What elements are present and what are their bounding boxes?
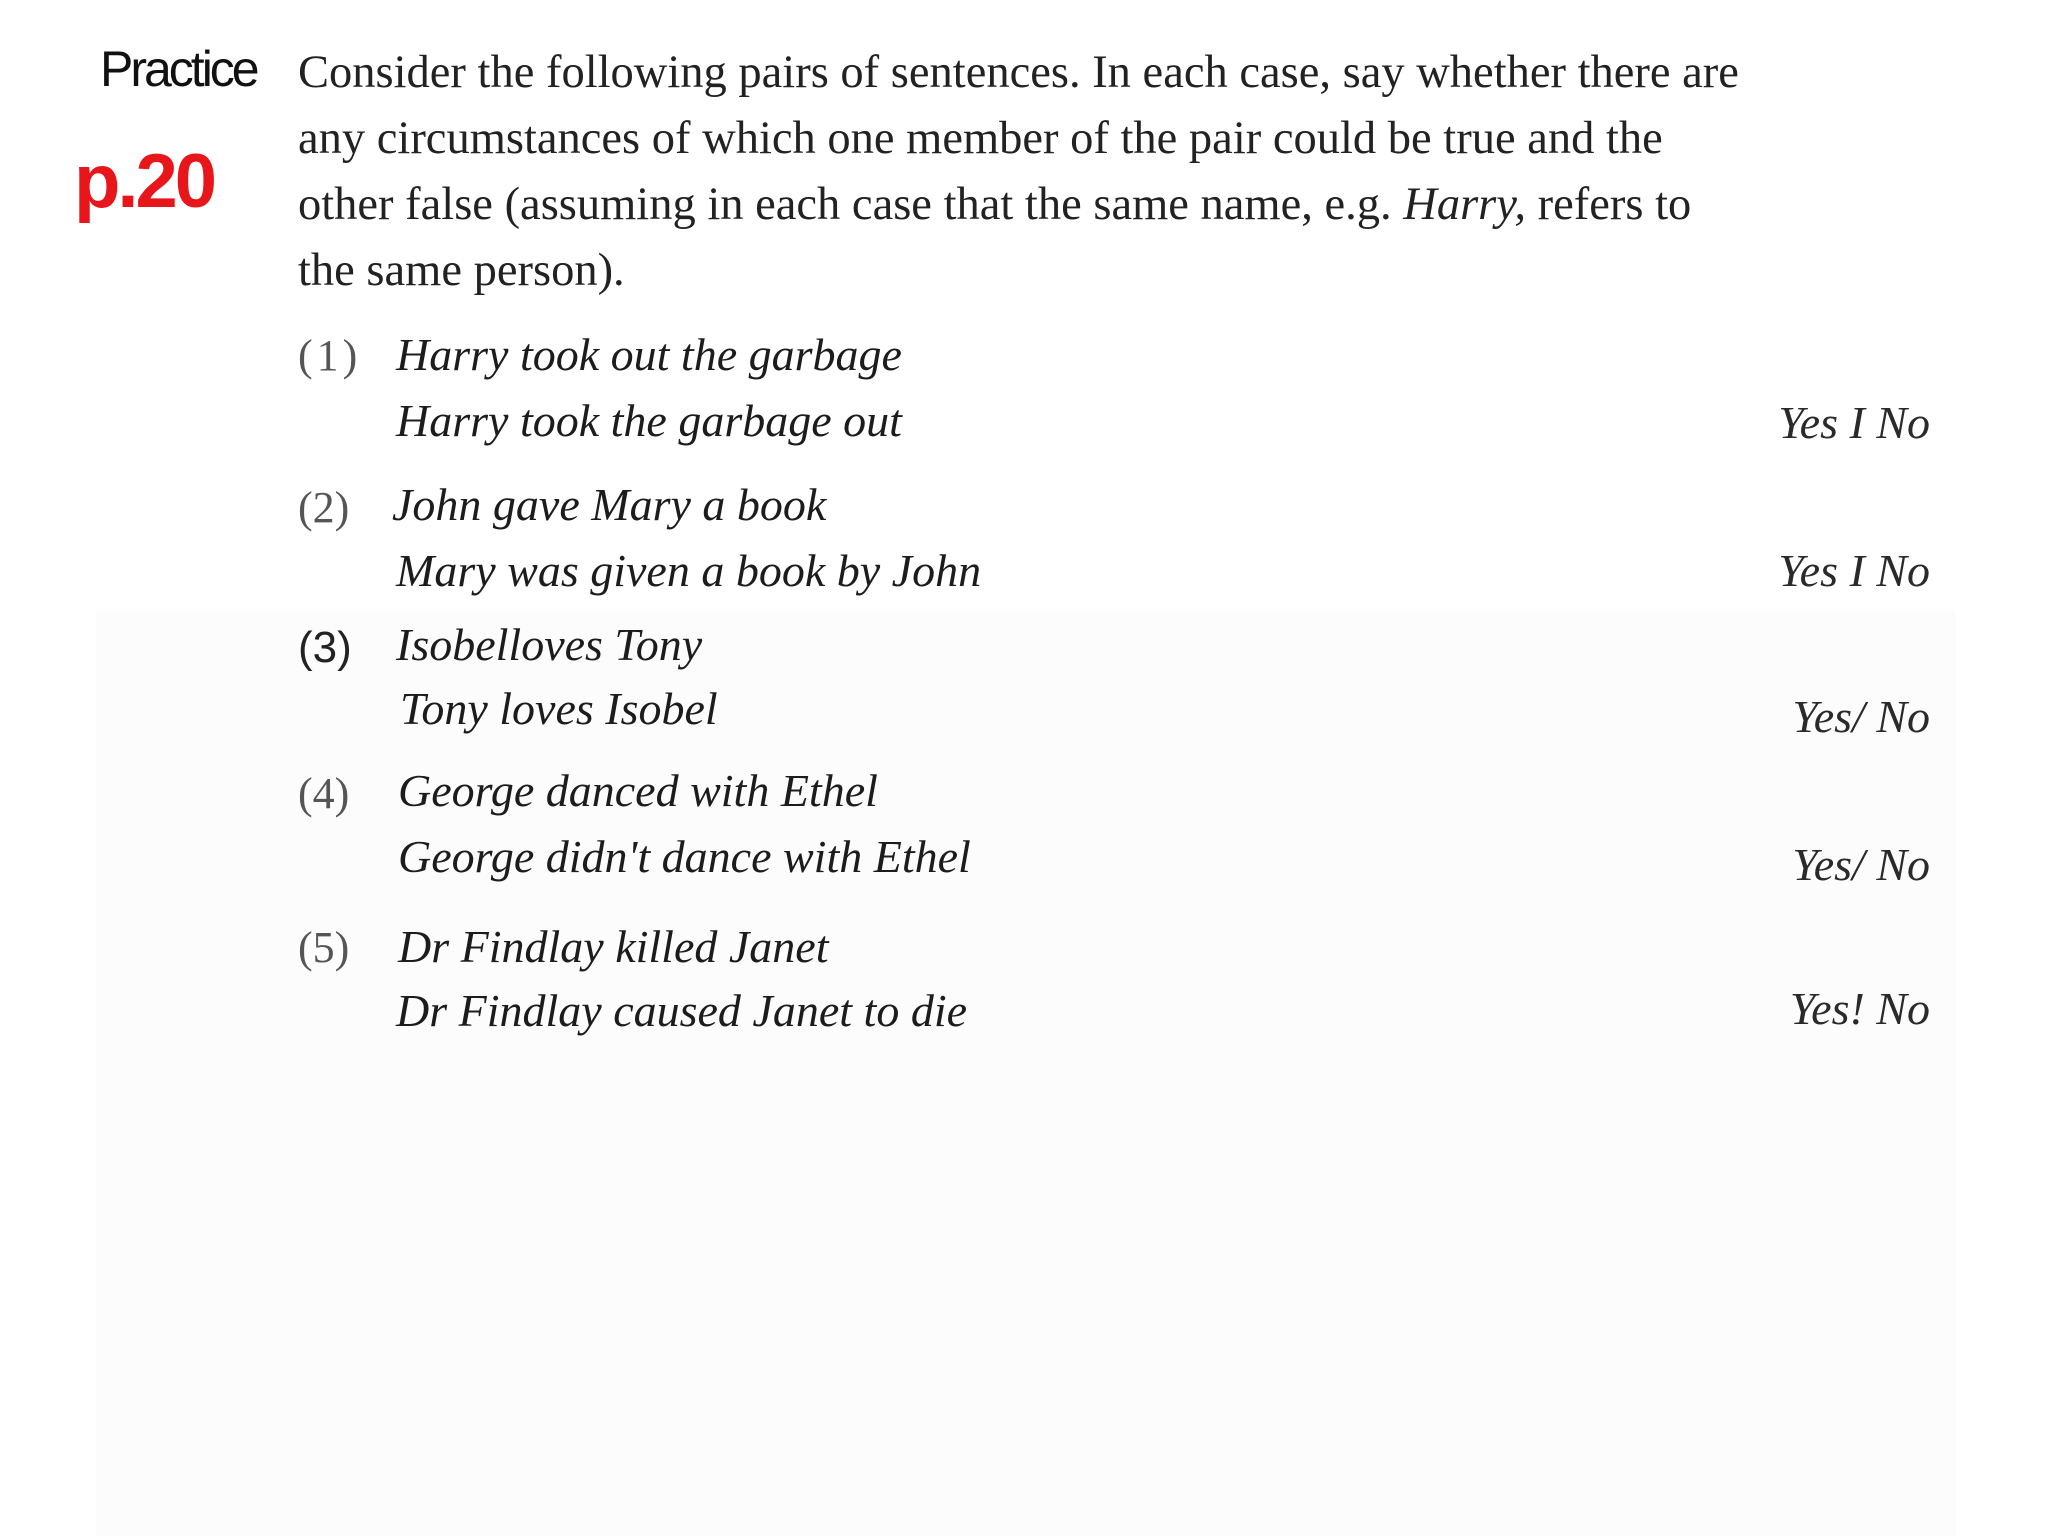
example-name: Harry, <box>1403 179 1526 230</box>
sentence-b: Dr Findlay caused Janet to die <box>396 985 968 1036</box>
sentence-a: Dr Findlay killed Janet <box>398 921 829 972</box>
page-reference: p.20 <box>74 139 215 224</box>
instructions-line-3-end: refers to <box>1537 179 1692 230</box>
instructions-line-2: any circumstances of which one member of the pair could be true and the <box>298 113 1663 164</box>
background-panel <box>96 610 1956 1536</box>
item-number: (1) <box>298 331 362 380</box>
instructions-line-3 <box>298 172 1938 238</box>
instructions-line-1: Consider the following pairs of sentences. In each case, say whether there are <box>298 47 1739 98</box>
instructions-line-4: the same person). <box>298 245 625 296</box>
sentence-b: George didn't dance with Ethel <box>398 831 971 882</box>
yes-no-answer: Yes/ No <box>1792 839 1930 890</box>
sentence-a: John gave Mary a book <box>392 479 827 530</box>
sentence-b: Mary was given a book by John <box>396 545 982 596</box>
instructions-line-3-start: other false (assuming in each case that the same name, e.g. <box>298 179 1392 230</box>
yes-no-answer: Yes I No <box>1778 545 1930 596</box>
yes-no-answer: Yes I No <box>1778 397 1930 448</box>
sentence-b: Harry took the garbage out <box>396 395 902 446</box>
instructions-paragraph <box>298 40 1938 304</box>
item-number: (4) <box>298 769 350 818</box>
item-number: (3) <box>298 623 352 672</box>
sentence-a: George danced with Ethel <box>398 765 878 816</box>
sentence-a: Isobelloves Tony <box>396 619 703 670</box>
yes-no-answer: Yes! No <box>1789 983 1930 1034</box>
yes-no-answer: Yes/ No <box>1792 691 1930 742</box>
item-number: (2) <box>298 483 350 532</box>
sentence-b: Tony loves Isobel <box>400 683 718 734</box>
sentence-a: Harry took out the garbage <box>396 329 902 380</box>
item-number: (5) <box>298 923 350 972</box>
practice-label: Practice <box>100 41 257 97</box>
